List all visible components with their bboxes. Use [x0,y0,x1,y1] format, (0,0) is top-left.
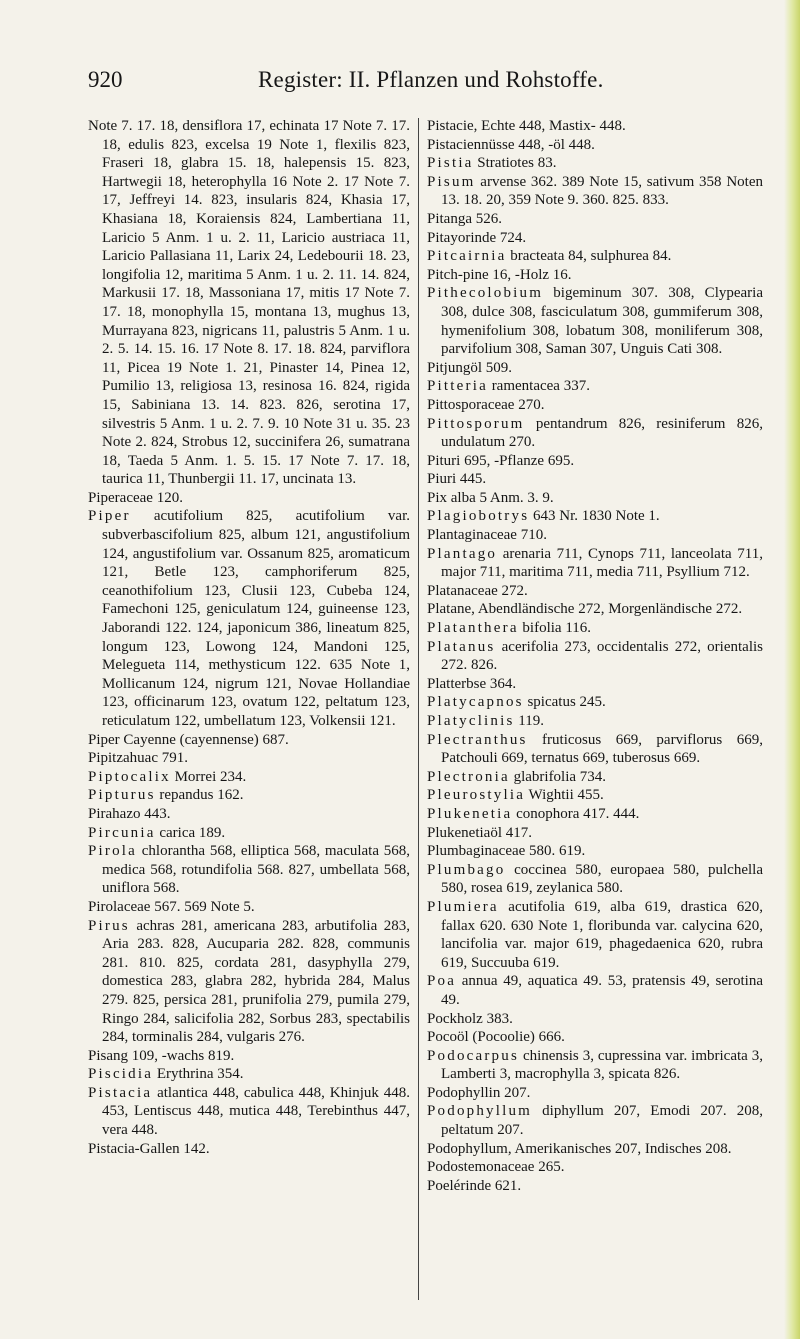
index-entry: Pix alba 5 Anm. 3. 9. [427,489,554,506]
index-entry: Podophyllin 207. [427,1084,531,1101]
index-entry: Plantaginaceae 710. [427,527,547,544]
index-entry-text: annua 49, aquatica 49. 53, pratensis 49, serotina 49. [441,973,763,1008]
index-entry: Pistacie, Echte 448, Mastix- 448. [427,118,626,134]
index-headword: Pirola [88,843,138,860]
index-entry: Note 7. 17. 18, densiflora 17, echinata 17 Note 7. 17. 18, edulis 823, excelsa 19 Note 1, flexilis 823, Fraseri 18, glabra 15. 18, halepensis 15. 823, Hartwegii 18, heterophylla 16 Note 2. 17 Note 7. 17, Jeffreyi 14. 823, insularis 824, Khasia 17, Khasiana 18, Koraiensis 824, Lambertiana 11, Laricio 5 Anm. 1 u. 2. 11, Laricio austriaca 11, Laricio Pallasiana 11, Larix 24, Ledebourii 18. 23, longifolia 12, maritima 5 Anm. 1 u. 2. 11. 14. 824, Markusii 17. 18, Massoniana 17, mitis 17 Note 7. 17. 18, monophylla 15, montana 13, mughus 13, Murrayana 823, nigricans 11, palustris 5 Anm. 1 u. 2. 5. 14. 15. 16. 17 Note 8. 17. 18. 824, parviflora 11, Picea 19 Note 1. 21, Pinaster 14, Pinea 12, Pumilio 13, religiosa 13, resinosa 16. 824, rigida 15, Sabiniana 13. 14. 823. 826, serotina 17, silvestris 5 Anm. 1 u. 2. 7. 9. 10 Note 31 u. 35. 23 Note 2. 824, Strobus 12, succinifera 26, sumatrana 18, Taeda 5 Anm. 1. 5. 15. 17 Note 7. 17. 18, taurica 11, Thunbergii 11. 17, uncinata 13. [88,118,410,488]
index-entry: Piuri 445. [427,471,487,488]
index-entry [88,917,410,1047]
index-entry: Pistacia-Gallen 142. [88,1140,210,1157]
index-headword: Platyclinis [427,713,515,729]
index-headword: Pittosporum [427,415,525,432]
index-headword: Plagiobotrys [427,508,530,525]
index-entry-text: Wightii 455. [525,787,604,804]
index-headword: Pipturus [88,787,156,804]
index-entry-text: diphyllum 207, Emodi 207. 208, peltatum 207. [441,1103,763,1139]
index-headword: Poa [427,973,457,990]
index-entry [427,972,763,1009]
index-entry [427,284,763,358]
index-entry: Poelérinde 621. [427,1177,522,1194]
index-headword: Pistia [427,155,474,172]
index-entry-text: chinensis 3, cupressina var. imbricata 3, Lamberti 3, macrophylla 3, spicata 826. [441,1047,763,1083]
index-entry: Plukenetiaöl 417. [427,824,532,841]
index-entry [427,507,763,526]
index-entry [88,768,410,787]
index-entry [427,415,763,452]
index-entry-text: bracteata 84, sulphurea 84. [506,248,672,265]
index-entry: Piper Cayenne (cayennense) 687. [88,731,289,748]
index-headword: Pircunia [88,824,156,841]
index-entry [427,619,763,638]
index-entry-text: arvense 362. 389 Note 15, sativum 358 Noten 13. 18. 20, 359 Note 9. 360. 825. 833. [441,173,763,209]
index-entry-text: repandus 162. [155,787,244,804]
index-headword: Pitcairnia [427,248,507,265]
index-entry [427,898,763,972]
index-headword: Plumbago [427,861,506,878]
index-entry-text: Stratiotes 83. [473,155,557,172]
index-headword: Platycapnos [427,694,524,711]
index-column-left [88,117,410,1158]
index-entry [427,712,763,731]
index-entry: Podophyllum, Amerikanisches 207, Indisches 208. [427,1140,732,1157]
index-headword: Pisum [427,173,476,190]
index-entry-text: pentandrum 826, resiniferum 826, undulatum 270. [441,415,763,451]
running-title: Register: II. Pflanzen und Rohstoffe. [258,67,604,92]
index-entry [427,247,763,266]
index-entry: Platterbse 364. [427,675,517,692]
index-headword: Platanus [427,638,496,655]
index-headword: Pistacia [88,1084,153,1101]
index-entry [427,731,763,768]
index-entry: Podostemonaceae 265. [427,1159,565,1176]
index-headword: Pithecolobium [427,285,544,302]
index-entry-text: acutifolium 825, acutifolium var. subverbascifolium 825, album 121, angustifolium 124, angustifolium var. Ossanum 825, aromaticum 121, Betle 123, camphoriferum 825, ceanothifolium 123, Clusii 123, Cubeba 124, Famechoni 125, geniculatum 124, guineense 123, Jaborandi 122. 124, japonicum 386, lineatum 825, longum 123, Lowong 124, Mandoni 125, Melegueta 114, methysticum 122. 635 Note 1, Mollicanum 124, nigrum 121, Novae Hollandiae 123, officinarum 123, ovatum 122, peltatum 123, reticulatum 122, umbellatum 123, Volkensii 121. [102,508,410,729]
index-entry: Pituri 695, -Pflanze 695. [427,452,575,469]
index-entry: Pitayorinde 724. [427,229,527,246]
index-entry-text: coccinea 580, europaea 580, pulchella 580, rosea 619, zeylanica 580. [441,861,763,897]
index-entry [88,507,410,730]
index-entry-text: acutifolia 619, alba 619, drastica 620, fallax 620. 630 Note 1, floribunda var. calycina 620, lancifolia var. major 619, phagedaenica 620, rubra 619, Succuuba 619. [441,898,763,971]
index-entry [88,842,410,898]
index-entry-text: 643 Nr. 1830 Note 1. [529,508,660,525]
index-entry: Pittosporaceae 270. [427,396,545,413]
index-entry-text: Morrei 234. [170,768,247,785]
index-entry-text: 119. [514,713,544,729]
index-entry: Pockholz 383. [427,1010,513,1027]
index-entry-text: bigeminum 307. 308, Clypearia 308, dulce 308, fasciculatum 308, gummiferum 308, hymenifolium 308, lobatum 308, moniliferum 308, parvifolium 308, Saman 307, Unguis Cati 308. [441,285,763,358]
index-entry [427,154,763,173]
index-entry: Pocoöl (Pocoolie) 666. [427,1029,565,1046]
index-entry [427,545,763,582]
index-entry [427,638,763,675]
index-entry: Pistaciennüsse 448, -öl 448. [427,136,595,153]
index-headword: Piper [88,508,131,525]
index-headword: Piscidia [88,1066,154,1083]
index-entry: Pirahazo 443. [88,805,171,822]
index-entry-text: atlantica 448, cabulica 448, Khinjuk 448. 453, Lentiscus 448, mutica 448, Terebinthus 447, vera 448. [102,1084,410,1139]
index-headword: Pitteria [427,378,488,395]
index-entry-text: carica 189. [155,824,226,841]
index-entry-text: bifolia 116. [518,620,592,637]
index-entry [427,786,763,805]
index-entry-text: acerifolia 273, occidentalis 272, orientalis 272. 826. [441,638,763,674]
page-edge-decoration [784,0,800,1339]
index-entry-text: fruticosus 669, parviflorus 669, Patchouli 669, ternatus 669, tuberosus 669. [441,731,763,767]
index-entry [427,805,763,824]
index-entry [427,173,763,210]
index-headword: Piptocalix [88,768,171,785]
index-entry [427,693,763,712]
index-entry [88,1065,410,1084]
index-entry-text: chlorantha 568, elliptica 568, maculata 568, medica 568, rotundifolia 568. 827, umbellata 568, uniflora 568. [102,843,410,897]
index-headword: Podophyllum [427,1103,533,1120]
index-entry: Pitjungöl 509. [427,359,513,376]
index-entry-text: Erythrina 354. [153,1066,244,1083]
index-headword: Platanthera [427,620,519,637]
index-column-right [427,117,763,1195]
index-entry-text: spicatus 245. [523,694,606,711]
index-entry [427,377,763,396]
index-entry [427,1102,763,1139]
page-number: 920 [88,67,123,92]
index-headword: Plectronia [427,768,510,785]
index-entry [88,1084,410,1140]
index-headword: Podocarpus [427,1047,519,1064]
index-entry: Platanaceae 272. [427,582,528,599]
index-entry: Pisang 109, -wachs 819. [88,1047,235,1064]
index-entry: Pitanga 526. [427,210,502,227]
index-entry-text: achras 281, americana 283, arbutifolia 283, Aria 283. 828, Aucuparia 282. 828, communis 281. 810. 825, cordata 281, dasyphylla 279, domestica 283, glabra 282, hybrida 284, Malus 279. 825, persica 281, prunifolia 279, pumila 279, Ringo 284, salicifolia 282, Sorbus 283, spectabilis 284, torminalis 284, vulgaris 276. [102,917,410,1046]
index-entry [88,786,410,805]
index-entry: Plumbaginaceae 580. 619. [427,843,586,860]
index-headword: Plukenetia [427,805,513,822]
index-entry-text: ramentacea 337. [487,378,590,395]
index-entry [427,1047,763,1084]
column-divider [418,118,419,1300]
index-entry [427,768,763,787]
index-entry-text: arenaria 711, Cynops 711, lanceolata 711, major 711, maritima 711, media 711, Psyllium 712. [441,545,763,581]
index-entry-text: conophora 417. 444. [512,805,640,822]
index-entry: Pipitzahuac 791. [88,750,188,767]
index-entry-text: glabrifolia 734. [509,768,607,785]
index-headword: Plantago [427,545,498,562]
page-header [88,60,788,100]
index-headword: Pirus [88,917,130,934]
index-entry: Pirolaceae 567. 569 Note 5. [88,898,255,915]
index-entry [427,861,763,898]
index-headword: Plumiera [427,898,499,915]
index-headword: Plectranthus [427,731,528,748]
index-entry [88,824,410,843]
index-entry: Piperaceae 120. [88,489,183,506]
index-entry: Platane, Abendländische 272, Morgenländische 272. [427,601,743,618]
index-headword: Pleurostylia [427,787,526,804]
index-entry: Pitch-pine 16, -Holz 16. [427,266,572,283]
